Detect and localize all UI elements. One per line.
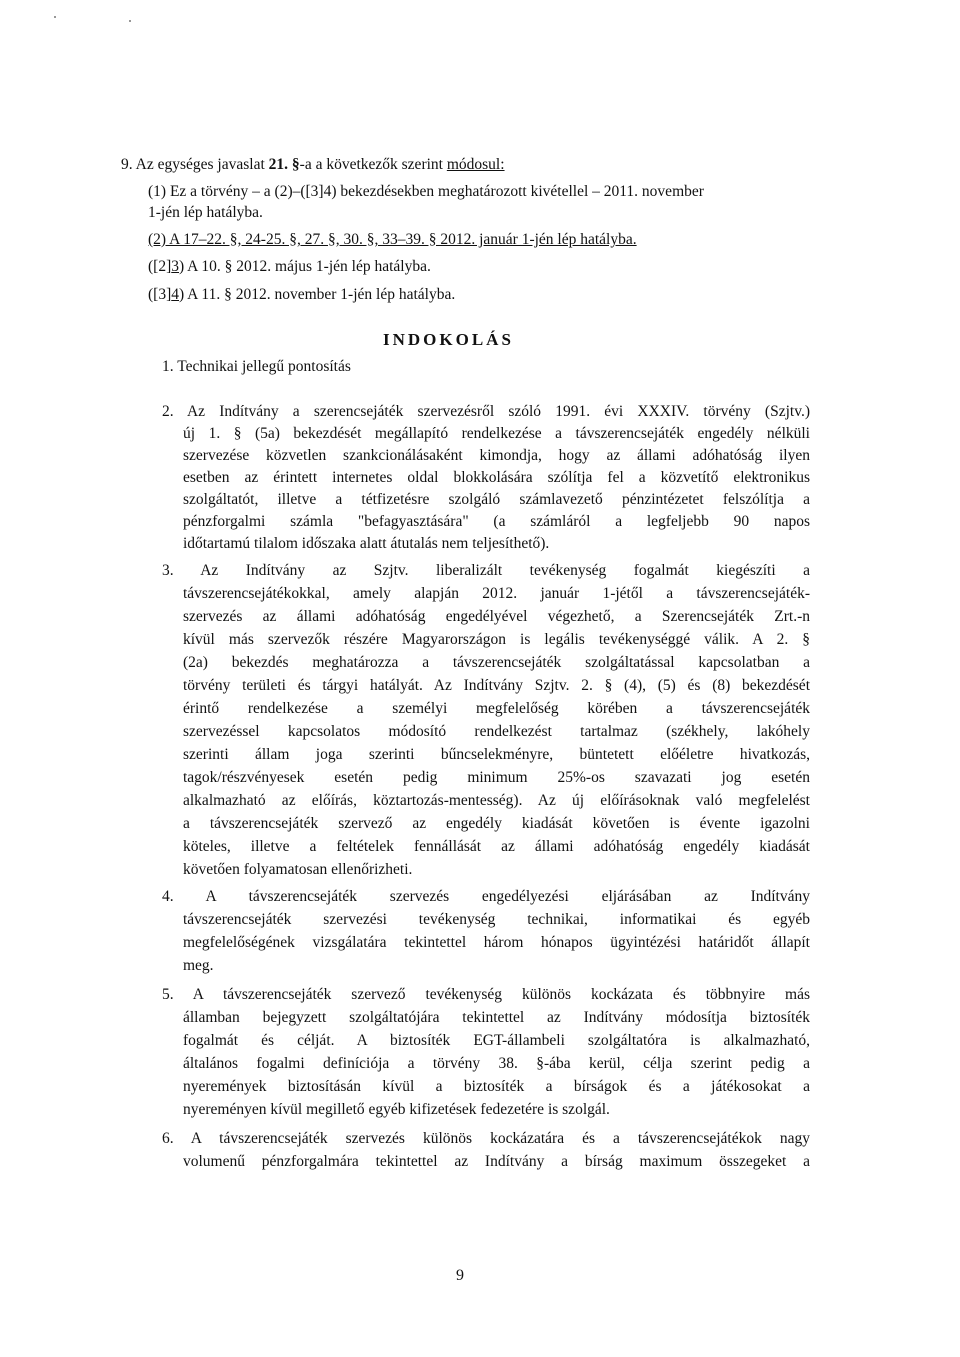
item-9-prefix: Az egységes javaslat <box>135 156 265 173</box>
para-4-pre: ([3] <box>148 286 172 303</box>
para-2-line: (2) A 17–22. §, 24-25. §, 27. §, 30. §, 33–39. § 2012. január 1-jén lép hatályba. <box>148 231 637 248</box>
item-9-rest: -a a következők szerint <box>299 156 443 173</box>
para-4-insert: 4 <box>171 286 179 303</box>
reason-6-line: 6. A távszerencsejáték szervezés különös kockázatára és a távszerencsejátékok nagy <box>162 1130 810 1147</box>
reason-3-line: tagok/részvényesek esetén pedig minimum 25%-os szavazati jog esetén <box>183 769 810 786</box>
reason-3-line: kívül más szervezők részére Magyarországon is legális tevékenységgé válik. A 2. § <box>183 631 810 648</box>
scan-speck <box>54 16 56 18</box>
reason-2-line: időtartamú tilalom időszaka alatt átutalás nem teljesíthető). <box>183 535 550 552</box>
reason-5-line: nyereményen kívül megillető egyéb kifizetések fedezetére is szolgál. <box>183 1101 610 1118</box>
reason-3-line: köteles, illetve a feltételek fennállását az állami adóhatóság engedély kiadását <box>183 838 810 855</box>
scan-speck <box>129 20 131 22</box>
reason-3-line: szervezés az állami adóhatóság engedélyével végezhető, a Szerencsejáték Zrt.-n <box>183 608 810 625</box>
para-4-post: ) A 11. § 2012. november 1-jén lép hatályba. <box>179 286 456 303</box>
para-1-line-2: 1-jén lép hatályba. <box>148 204 263 221</box>
reason-2-line: új 1. § (5a) bekezdését megállapító rendelkezése a távszerencsejáték engedély nélküli <box>183 425 810 442</box>
reason-3-line: érintő rendelkezése a személyi megfelelőség körében a távszerencsejáték <box>183 700 810 717</box>
indokolas-heading: INDOKOLÁS <box>383 330 514 349</box>
reason-2-line: pénzforgalmi számla "befagyasztására" (a számláról a legfeljebb 90 napos <box>183 513 810 530</box>
item-9-module: módosul: <box>446 156 505 173</box>
reason-3-line: távszerencsejátékokkal, amely alapján 2012. január 1-jétől a távszerencsejáték- <box>183 585 810 602</box>
reason-3-line: a távszerencsejáték szervező az engedély kiadását követően is évente igazolni <box>183 815 810 832</box>
item-9-heading <box>121 155 505 175</box>
reason-4-line: távszerencsejáték szervezési tevékenység technikai, informatikai és egyéb <box>183 911 810 928</box>
para-1-line-1: (1) Ez a törvény – a (2)–([3]4) bekezdésekben meghatározott kivétellel – 2011. november <box>148 183 704 200</box>
reason-3-line: szerinti állam joga szerinti bűncselekményre, büntetett előéletre hivatkozás, <box>183 746 810 763</box>
reason-6-line: volumenű pénzforgalmára tekintettel az Indítvány a bírság maximum összegeket a <box>183 1153 810 1170</box>
reason-2-line: 2. Az Indítvány a szerencsejáték szervezésről szóló 1991. évi XXXIV. törvény (Szjtv.) <box>162 403 810 420</box>
para-4-line <box>148 285 455 305</box>
reason-3-line: 3. Az Indítvány az Szjtv. liberalizált tevékenység fogalmát kiegészíti a <box>162 562 810 579</box>
reason-2-line: szervezése közvetlen szankcionálásaként kimondja, hogy az állami adóhatóság ilyen <box>183 447 810 464</box>
reason-4-line: megfelelőségének vizsgálatára tekintettel három hónapos ügyintézési határidőt állapít <box>183 934 810 951</box>
reason-3-line: törvény területi és tárgyi hatályát. Az Indítvány Szjtv. 2. § (4), (5) és (8) bekezdését <box>183 677 810 694</box>
item-9-number: 9. <box>121 156 133 173</box>
reason-3-line: (2a) bekezdés meghatározza a távszerencsejáték szolgáltatással kapcsolatban a <box>183 654 810 671</box>
reason-2-line: esetben az érintett internetes oldal blokkolására szólítja fel a közvetítő elektronikus <box>183 469 810 486</box>
page-number: 9 <box>456 1267 464 1284</box>
reason-3-line: szervezéssel kapcsolatos módosító rendelkezést tartalmaz (székhely, lakóhely <box>183 723 810 740</box>
reason-5-line: államban bejegyzett szolgáltatójára tekintettel az Indítvány módosítja biztosíték <box>183 1009 810 1026</box>
reason-4-line: meg. <box>183 957 214 974</box>
para-3-line <box>148 257 431 277</box>
reason-5-line: 5. A távszerencsejáték szervező tevékenység különös kockázata és többnyire más <box>162 986 810 1003</box>
item-9-article: 21. § <box>268 156 300 173</box>
para-3-post: ) A 10. § 2012. május 1-jén lép hatályba. <box>179 258 431 275</box>
para-3-pre: ([2] <box>148 258 172 275</box>
reason-5-line: általános fogalmi definíciója a törvény 38. §-ába kerül, célja szerint pedig a <box>183 1055 810 1072</box>
reason-5-line: nyeremények biztosításán kívül a biztosíték a bírságok és a játékosokat a <box>183 1078 810 1095</box>
para-3-insert: 3 <box>171 258 179 275</box>
reason-1: 1. Technikai jellegű pontosítás <box>162 358 351 375</box>
reason-2-line: szolgáltatót, illetve a tétfizetésre szolgáló számlavezető pénzintézetet felszólítja a <box>183 491 810 508</box>
reason-4-line: 4. A távszerencsejáték szervezés engedélyezési eljárásában az Indítvány <box>162 888 810 905</box>
reason-3-line: követően folyamatosan ellenőrizheti. <box>183 861 413 878</box>
reason-3-line: alkalmazható az előírás, köztartozás-mentesség). Az új előírásoknak való megfelelést <box>183 792 810 809</box>
reason-5-line: fogalmát és célját. A biztosíték EGT-állambeli szolgáltatóra is alkalmazható, <box>183 1032 810 1049</box>
